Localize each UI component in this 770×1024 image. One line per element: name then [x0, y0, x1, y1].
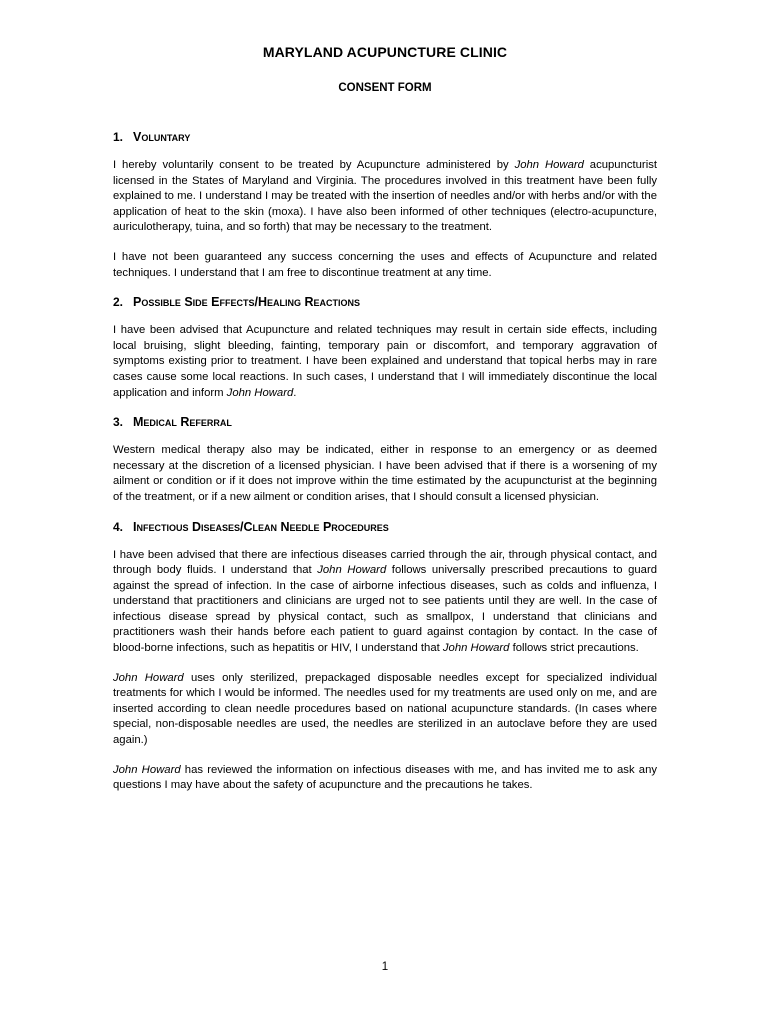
- section-4: [113, 520, 657, 794]
- paragraph: [113, 671, 657, 749]
- paragraph: [113, 323, 657, 401]
- paragraph-text: I have not been guaranteed any success concerning the uses and effects of Acupuncture and related techniques. I understand that I am free to discontinue treatment at any time.: [113, 250, 657, 279]
- section-number: 1.: [113, 130, 124, 144]
- practitioner-name: John Howard: [514, 159, 584, 171]
- paragraph-text: follows universally prescribed precautions to guard against the spread of infection. In the case of airborne infectious diseases, such as colds and influenza, I understand that practitioners and clinicians are urged not to see patients until they are well. In the case of infectious disease spread by physical contact, such as smallpox, I understand that clinicians and practitioners wash their hands before each patient to guard against contagion by contact. In the case of blood-borne infections, such as hepatitis or HIV, I understand that: [113, 564, 657, 655]
- practitioner-name: John Howard: [226, 386, 294, 399]
- paragraph: [113, 443, 657, 505]
- section-heading: [113, 295, 657, 309]
- section-heading: [113, 415, 657, 429]
- clinic-title: MARYLAND ACUPUNCTURE CLINIC: [262, 44, 508, 60]
- paragraph: [113, 250, 657, 281]
- section-title: Infectious Diseases/Clean Needle Procedures: [133, 519, 389, 534]
- paragraph-text: uses only sterilized, prepackaged disposable needles except for specialized individual treatments for which I would be informed. The needles used for my treatments are used only on me, and are inserted according to clean needle procedures based on national acupuncture standards. (In cases where special, non-disposable needles are used, the needles are sterilized in an autoclave before they are used again.): [113, 671, 657, 747]
- paragraph-text: acupuncturist licensed in the States of Maryland and Virginia. The procedures involved in this treatment have been fully explained to me. I understand I may be treated with the insertion of needles and/or with herbs and/or with the application of heat to the skin (moxa). I have also been informed of other techniques (electro-acupuncture, auriculotherapy, tuina, and so forth) that may be necessary to the treatment.: [113, 159, 657, 234]
- paragraph: [113, 763, 657, 794]
- section-title: Medical Referral: [133, 415, 232, 430]
- consent-form-page: [113, 44, 657, 808]
- paragraph-text: I have been advised that Acupuncture and related techniques may result in certain side effects, including local bruising, slight bleeding, fainting, temporary pain or discomfort, and temporary aggravation of symptoms existing prior to treatment. I have been explained and understand that topical herbs may in rare cases cause some local reactions. In such cases, I understand that I will immediately discontinue the local application and inform: [113, 324, 657, 399]
- section-title: Possible Side Effects/Healing Reactions: [133, 295, 360, 310]
- section-2: [113, 295, 657, 401]
- page-number: 1: [381, 961, 389, 973]
- section-3: [113, 415, 657, 505]
- practitioner-name: John Howard: [113, 671, 184, 684]
- paragraph-text: I hereby voluntarily consent to be treated by Acupuncture administered by: [113, 159, 515, 171]
- section-number: 4.: [113, 519, 124, 534]
- paragraph-text: Western medical therapy also may be indicated, either in response to an emergency or as deemed necessary at the discretion of a licensed physician. I have been advised that if there is a worsening of my ailment or condition or if it does not improve within the time estimated by the acupuncturist at the beginning of the treatment, or if a new ailment or condition arises, that I should consult a licensed physician.: [113, 444, 657, 503]
- paragraph-text: follows strict precautions.: [509, 642, 639, 655]
- practitioner-name: John Howard: [442, 642, 510, 655]
- section-number: 2.: [113, 295, 124, 310]
- section-number: 3.: [113, 415, 124, 430]
- paragraph-text: .: [293, 386, 297, 399]
- practitioner-name: John Howard: [317, 564, 387, 577]
- form-sections: [113, 130, 657, 794]
- practitioner-name: John Howard: [113, 763, 181, 776]
- section-heading: [113, 520, 657, 534]
- form-title: CONSENT FORM: [338, 82, 432, 94]
- section-title: Voluntary: [133, 130, 191, 144]
- paragraph-text: I have been advised that there are infectious diseases carried through the air, through physical contact, and through body fluids. I understand that: [113, 548, 657, 577]
- paragraph: [113, 548, 657, 657]
- section-heading: [113, 130, 657, 144]
- section-1: [113, 130, 657, 281]
- paragraph: [113, 158, 657, 236]
- paragraph-text: has reviewed the information on infectious diseases with me, and has invited me to ask any questions I may have about the safety of acupuncture and the precautions he takes.: [113, 763, 657, 792]
